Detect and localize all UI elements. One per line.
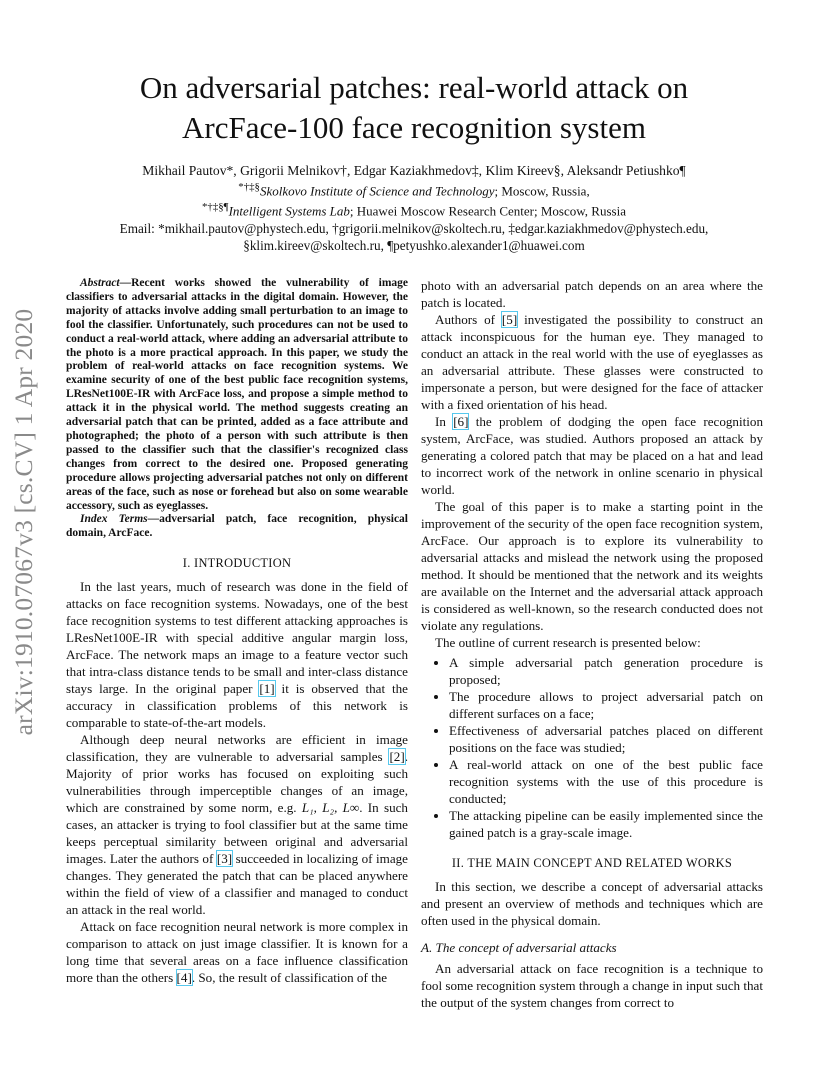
section-1-rest: NTRODUCTION — [198, 556, 292, 571]
arxiv-stamp — [4, 292, 44, 752]
right-p2-text-a: In — [435, 414, 454, 429]
intro-p2-text-a: Although deep neural networks are efficient in image classification, they are vulnerable to adversarial samples — [66, 732, 408, 765]
affiliation-1 — [40, 179, 788, 199]
right-column — [421, 277, 763, 1011]
title-line-1: On adversarial patches: real-world attack on — [139, 70, 689, 105]
contribution-list — [421, 654, 763, 841]
section-2-initial: T — [467, 856, 476, 870]
right-paragraph-3: The goal of this paper is to make a starting point in the improvement of the security of the open face recognition system, ArcFace. Our approach is to explore its vulnerability to adversarial attacks and mislead the network using the proposed method. It should be mentioned that the network and its weights are available on the Internet and the adversarial attack approach is considered as well-known, so the research conducted does not violate any regulations. — [421, 499, 763, 633]
citation-link-5[interactable]: [5] — [501, 312, 518, 327]
abstract — [66, 277, 408, 513]
paper-title — [60, 68, 768, 148]
right-paragraph-continued: photo with an adversarial patch depends on an area where the patch is located. — [421, 278, 763, 310]
intro-p3-text-b: . So, the result of classification of the — [191, 970, 388, 986]
right-p1-text-a: Authors of — [435, 312, 502, 327]
right-paragraph-5: In this section, we describe a concept of adversarial attacks and present an overview of methods and techniques which are often used in the physical domain. — [421, 879, 763, 928]
left-column — [66, 277, 408, 986]
list-item: • A real-world attack on one of the best public face recognition systems with the use of this procedure is conducted; — [449, 756, 763, 807]
author-names: Mikhail Pautov*, Grigorii Melnikov†, Edgar Kaziakhmedov‡, Klim Kireev§, Aleksandr Petiushko¶ — [142, 163, 686, 178]
intro-p1-text-b: it is observed that the accuracy in classification problems of this network is comparable to state-of-the-art models. — [66, 681, 408, 731]
section-1-initial: I — [194, 556, 199, 571]
citation-link-1[interactable]: [1] — [259, 681, 275, 697]
right-paragraph-1 — [421, 311, 763, 413]
affiliation-2 — [40, 199, 788, 219]
right-p1-text-b: investigated the possibility to construct an attack inconspicuous for the human eye. They managed to conduct an attack in the real world with the use of eyeglasses as an adversarial attribute. These glasses were constructed to impersonate a person, but were designed for the face of attacker with a fixed orientation of his head. — [421, 312, 763, 412]
email-line-2: §klim.kireev@skoltech.ru, ¶petyushko.alexander1@huawei.com — [243, 237, 585, 253]
intro-p2-text-b: . Majority of prior works has focused on exploiting such vulnerabilities through imperceptible changes of an image, which are constrained by some norm, e.g. — [66, 749, 408, 816]
right-paragraph-2 — [421, 413, 763, 498]
index-terms-label: Index Terms — [80, 513, 148, 526]
right-p2-text-b: the problem of dodging the open face recognition system, ArcFace, was studied. Authors proposed an attack by generating a colored patch that may be placed on a hat and lead to incorrect work of the network in online scenario in physical world. — [421, 414, 763, 497]
affiliation-1-marks: *†‡§ — [238, 181, 260, 193]
abstract-label: Abstract — [80, 277, 120, 289]
affiliation-1-location: ; Moscow, Russia, — [494, 183, 590, 199]
list-item: • The attacking pipeline can be easily implemented since the gained patch is a gray-scale image. — [449, 807, 763, 841]
abstract-text: —Recent works showed the vulnerability of image classifiers to adversarial attacks in the digital domain. However, the majority of attacks involve adding small perturbation to an image to fool the classifier. Unfortunately, such procedures can not be used to conduct a real-world attack, where adding an adversarial attribute to the photo is a more practical approach. In this paper, we study the problem of real-world attacks on face recognition systems. We examine security of one of the best public face recognition systems, LResNet100E-IR with ArcFace loss, and propose a simple method to attack it in the physical world. The method suggests creating an adversarial patch that can be printed, added as a face attribute and photographed; the photo of a person with such attribute is then passed to the classifier such that the classifier's recognized class changes from correct to the desired one. Proposed generating procedure allows projecting adversarial patches not only on different areas of the face, such as nose or forehead but also on some wearable accessory, such as eyeglasses. — [66, 277, 408, 512]
citation-link-6[interactable]: [6] — [453, 414, 469, 429]
index-terms — [66, 513, 408, 541]
section-2-number: II. — [451, 856, 468, 870]
citation-link-4[interactable]: [4] — [176, 970, 192, 986]
section-1-number: I. — [182, 556, 194, 571]
index-terms-text: —adversarial patch, face recognition, physical domain, ArcFace. — [66, 513, 409, 540]
section-heading-main-concept — [421, 855, 763, 872]
citation-link-3[interactable]: [3] — [216, 851, 233, 867]
list-item: • The procedure allows to project adversarial patch on different surfaces on a face; — [449, 688, 763, 722]
intro-p2-text-c: . In such cases, an attacker is trying to fool classifier but at the same time keeps perceptual similarity between original and adversarial images. Later the authors of — [66, 800, 408, 867]
intro-paragraph-2 — [66, 731, 408, 918]
section-heading-introduction — [66, 555, 408, 572]
intro-p1-text-a: In the last years, much of research was done in the field of attacks on face recognition systems. Nowadays, one of the best face recognition systems to test different attacking approaches is LResNet100E-IR with special additive angular margin loss, ArcFace. The network maps an image to a feature vector such that intra-class distance tends to be small and inter-class distance stays large. In the original paper — [66, 579, 408, 697]
right-paragraph-6: An adversarial attack on face recognition is a technique to fool some recognition system through a change in input such that the output of the system changes from correct to — [421, 961, 763, 1010]
intro-paragraph-1 — [66, 578, 408, 731]
section-2-rest: HE MAIN CONCEPT AND RELATED WORKS — [475, 856, 733, 870]
subsection-heading: A. The concept of adversarial attacks — [421, 940, 617, 955]
norm-symbols: L₁, L₂, L∞ — [301, 800, 360, 816]
intro-p2-text-d: succeeded in localizing of image changes. They generated the patch that can be placed anywhere within the field of view of a classifier and managed to conduct an attack in the real world. — [66, 851, 408, 918]
affiliation-1-institution: Skolkovo Institute of Science and Technology — [259, 183, 495, 199]
affiliation-2-location: ; Huawei Moscow Research Center; Moscow, Russia — [349, 203, 626, 219]
arxiv-identifier: arXiv:1910.07067v3 [cs.CV] 1 Apr 2020 — [9, 308, 38, 736]
citation-link-2[interactable]: [2] — [389, 749, 405, 765]
list-item: • Effectiveness of adversarial patches placed on different positions on the face was studied; — [449, 722, 763, 756]
title-line-2: ArcFace-100 face recognition system — [182, 110, 646, 145]
author-block — [40, 162, 788, 254]
intro-paragraph-3 — [66, 918, 408, 986]
list-item: • A simple adversarial patch generation procedure is proposed; — [449, 654, 763, 688]
affiliation-2-institution: Intelligent Systems Lab — [228, 203, 350, 219]
right-paragraph-4: The outline of current research is presented below: — [435, 635, 701, 650]
email-line-1: Email: *mikhail.pautov@phystech.edu, †grigorii.melnikov@skoltech.ru, ‡edgar.kaziakhmedov@phystech.edu, — [119, 220, 709, 236]
affiliation-2-marks: *†‡§¶ — [202, 201, 229, 214]
intro-p3-text-a: Attack on face recognition neural network is more complex in comparison to attack on just image classifier. It is known for a long time that several areas on a face influence classification more than the others — [66, 919, 408, 986]
